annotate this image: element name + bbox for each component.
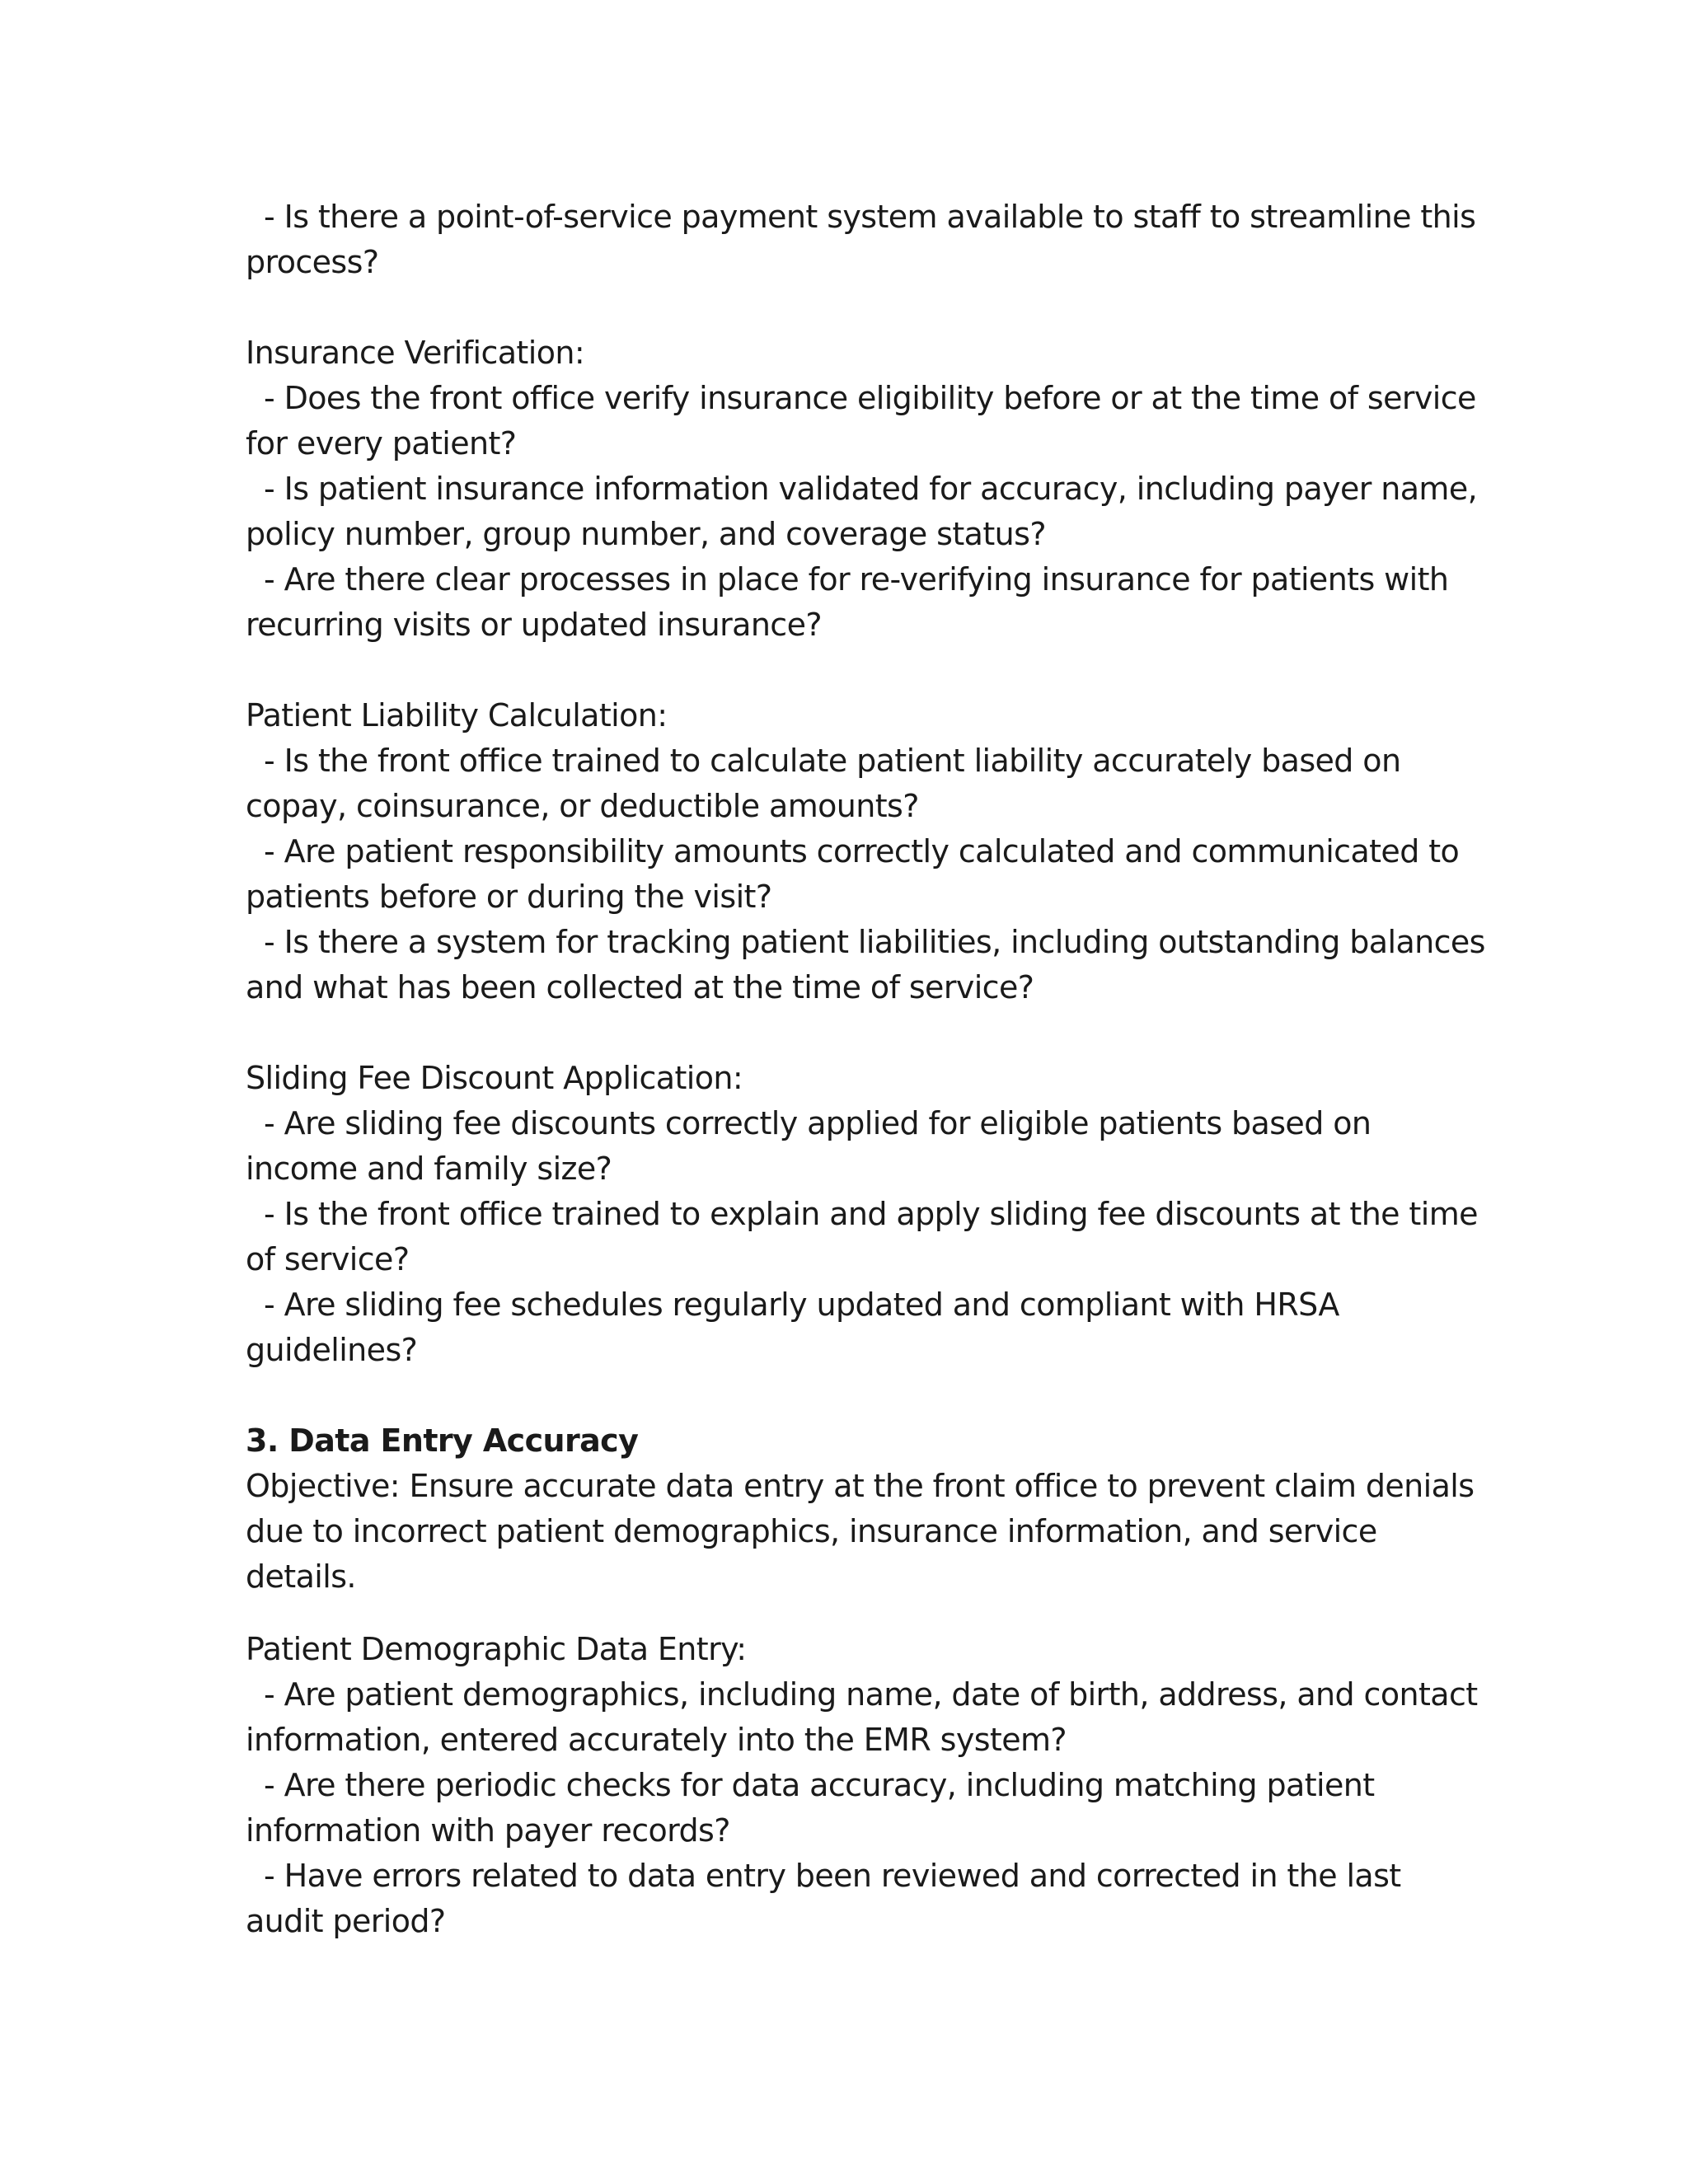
section-title: Patient Demographic Data Entry: <box>246 1631 747 1667</box>
text-line: - Is the front office trained to explain and apply sliding fee discounts at the time <box>264 1196 1478 1232</box>
text-line: - Are sliding fee schedules regularly updated and compliant with HRSA <box>264 1286 1339 1323</box>
section-sliding-fee <box>246 1056 1478 1373</box>
section-title: Patient Liability Calculation: <box>246 697 668 733</box>
text-line: - Is patient insurance information validated for accuracy, including payer name, <box>264 471 1478 507</box>
text-line: audit period? <box>246 1903 446 1939</box>
document-page <box>246 194 1485 1944</box>
text-line: and what has been collected at the time of service? <box>246 969 1034 1005</box>
text-line: policy number, group number, and coverage status? <box>246 516 1046 552</box>
text-line: - Is there a system for tracking patient liabilities, including outstanding balances <box>264 924 1485 960</box>
text-line: - Have errors related to data entry been reviewed and corrected in the last <box>264 1858 1401 1894</box>
intro-paragraph <box>246 194 1476 285</box>
section-patient-demographic <box>246 1627 1478 1944</box>
section-insurance-verification <box>246 330 1478 648</box>
text-line: guidelines? <box>246 1332 418 1368</box>
section-title: Sliding Fee Discount Application: <box>246 1060 743 1096</box>
objective-paragraph <box>246 1464 1475 1600</box>
text-line: for every patient? <box>246 425 517 462</box>
text-line: Objective: Ensure accurate data entry at the front office to prevent claim denials <box>246 1468 1475 1504</box>
text-line: information, entered accurately into the EMR system? <box>246 1722 1067 1758</box>
text-line: - Does the front office verify insurance eligibility before or at the time of service <box>264 380 1476 416</box>
text-line: details. <box>246 1558 356 1595</box>
text-line: - Are there clear processes in place for re-verifying insurance for patients with <box>264 561 1449 598</box>
text-line: due to incorrect patient demographics, insurance information, and service <box>246 1513 1377 1549</box>
section-title: Insurance Verification: <box>246 335 585 371</box>
text-line: - Is the front office trained to calculate patient liability accurately based on <box>264 743 1401 779</box>
text-line: information with payer records? <box>246 1812 730 1849</box>
text-line: process? <box>246 244 379 280</box>
text-line: recurring visits or updated insurance? <box>246 607 822 643</box>
section-patient-liability <box>246 693 1485 1010</box>
text-line: copay, coinsurance, or deductible amounts? <box>246 788 919 824</box>
text-line: - Are sliding fee discounts correctly applied for eligible patients based on <box>264 1105 1372 1141</box>
text-line: - Are patient responsibility amounts correctly calculated and communicated to <box>264 833 1460 869</box>
text-line: - Are there periodic checks for data accuracy, including matching patient <box>264 1767 1375 1803</box>
section-heading: 3. Data Entry Accuracy <box>246 1422 639 1459</box>
text-line: income and family size? <box>246 1151 612 1187</box>
text-line: of service? <box>246 1241 410 1277</box>
text-line: - Are patient demographics, including name, date of birth, address, and contact <box>264 1676 1478 1713</box>
text-line: - Is there a point-of-service payment system available to staff to streamline this <box>264 199 1476 235</box>
text-line: patients before or during the visit? <box>246 879 772 915</box>
